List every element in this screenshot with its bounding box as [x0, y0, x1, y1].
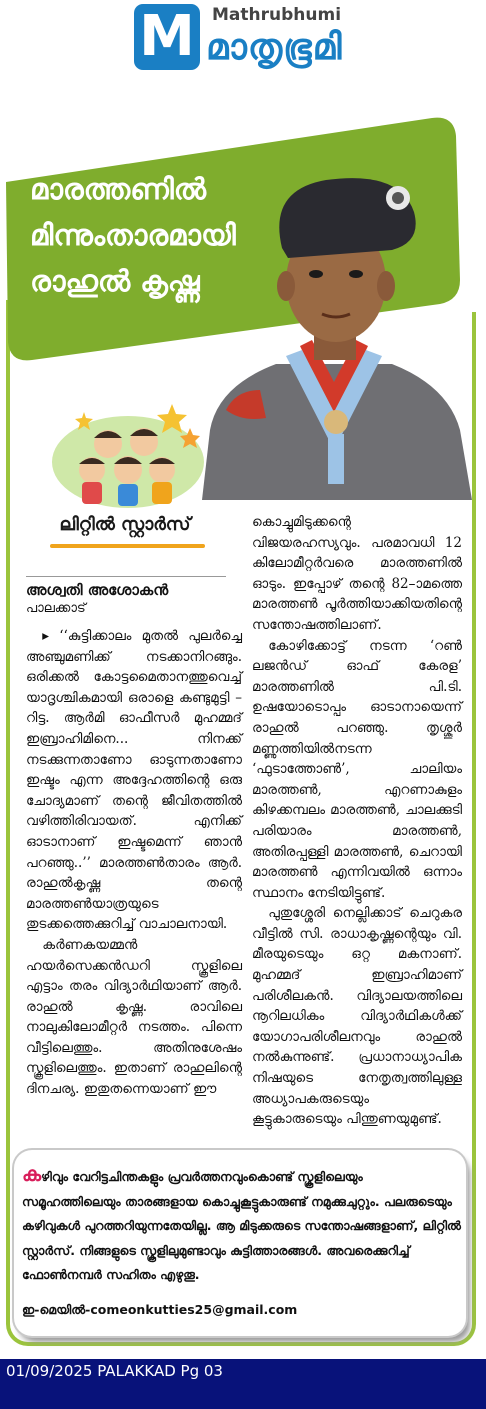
article-paragraph: പുതുശ്ശേരി നെല്ലിക്കാട് ചെറുകര വീട്ടിൽ സി. രാധാകൃഷ്ണന്റെയും വി. മീരയുടെയും ഒറ്റ മകനാണ്. മുഹമ്മദ് ഇബ്രാഹിമാണ് പരിശീലകൻ. വിദ്യാലയത്തിലെ നൂറിലധികം വിദ്യാർഥികൾക്ക് യോഗാപരിശീലനവും രാഹുൽ നൽകുന്നുണ്ട്. പ്രധാനാധ്യാപിക നിഷയുടെ നേതൃത്വത്തിലുള്ള അധ്യാപകരുടെയും കൂട്ടുകാരുടെയും പിന്തുണയുമുണ്ട്.	[252, 905, 462, 1128]
article-paragraph: ▸ ‘‘കുട്ടിക്കാലം മുതൽ പുലർച്ചെ അഞ്ചുമണിക്ക് നടക്കാനിറങ്ങും. ഒരിക്കൽ കോട്ടമൈതാനത്തുവെച്ച് യാദൃശ്ചികമായി ഒരാളെ കണ്ടുമുട്ടി –റിട്ട. ആർമി ഓഫീസർ മുഹമ്മദ് ഇബ്രാഹിമിനെ... നിനക്ക് നടക്കുന്നതാണോ ഓടുന്നതാണോ ഇഷ്ടം എന്ന അദ്ദേഹത്തിന്റെ ഒരു ചോദ്യമാണ് തന്റെ ജീവിതത്തിൽ വഴിത്തിരിവായത്. എനിക്ക് ഓടാനാണ് ഇഷ്ടമെന്ന് ഞാൻ പറഞ്ഞു..’’ മാരത്തൺതാരം ആർ. രാഹുൽകൃഷ്ണ തന്റെ മാരത്തൺയാത്രയുടെ തുടക്കത്തെക്കുറിച്ച് വാചാലനായി.	[26, 628, 242, 933]
article-column-1	[26, 626, 242, 1100]
article-column-2	[252, 512, 462, 1130]
footer-drop-letter: ക	[22, 1162, 42, 1186]
article-paragraph: കോഴിക്കോട്ട് നടന്ന ‘റൺ ലജൻഡ് ഓഫ് കേരള’ മാരത്തണിൽ പി.ടി. ഉഷയോടൊപ്പം ഓടാനായെന്ന് രാഹുൽ പറഞ്ഞു. തൃശ്ശൂർ മണ്ണുത്തിയിൽനടന്ന ‘ഫുടാത്തോൺ’, ചാലിയം മാരത്തൺ, എറണാകുളം കിഴക്കമ്പലം മാരത്തൺ, ചാലക്കുടി പരിയാരം മാരത്തൺ, അതിരപ്പള്ളി മാരത്തൺ, ചെറായി മാരത്തൺ എന്നിവയിൽ ഒന്നാം സ്ഥാനം നേടിയിട്ടുണ്ട്.	[252, 637, 462, 901]
footer-callout-text: കഴിവും വേറിട്ടചിന്തകളും പ്രവർത്തനവുംകൊണ്ട് സ്കൂളിലെയും സമൂഹത്തിലെയും താരങ്ങളായ കൊച്ചുകൂട്ടുകാരുണ്ട് നമുക്കുചുറ്റും. പലരുടെയും കഴിവുകൾ പുറത്തറിയുന്നതേയില്ല. ആ മിടുക്കരുടെ സന്തോഷങ്ങളാണ്, ലിറ്റിൽ സ്റ്റാർസ്. നിങ്ങളുടെ സ്കൂളിലുമുണ്ടാവും കുട്ടിത്താരങ്ങൾ. അവരെക്കുറിച്ച് ഫോൺനമ്പർ സഹിതം എഴുതൂ.	[22, 1162, 461, 1282]
headline-line-1: മാരത്തണിൽ	[30, 172, 207, 206]
headline-line-3: രാഹുൽ കൃഷ്ണ	[30, 264, 200, 298]
article-paragraph: കർണകയമ്മൻ ഹയർസെക്കൻഡറി സ്കൂളിലെ എട്ടാം തരം വിദ്യാർഥിയാണ് ആർ. രാഹുൽ കൃഷ്ണ. രാവിലെ നാലുകിലോമീറ്റർ നടത്തം. പിന്നെ വീട്ടിലെത്തും. അതിനുശേഷം സ്കൂളിലെത്തും. ഇതാണ് രാഹുലിന്റെ ദിനചര്യ. ഇതുതന്നെയാണ് ഈ	[26, 936, 242, 1098]
rahul-krishna-photo	[196, 150, 472, 500]
masthead	[0, 0, 486, 80]
article-paragraph: കൊച്ചുമിടുക്കന്റെ വിജയരഹസ്യവും. പരമാവധി 12 കിലോമീറ്റർവരെ മാരത്തണിൽ ഓടും. ഇപ്പോഴ് തന്റെ 82–ാമത്തെ മാരത്തൺ പൂർത്തിയാക്കിയതിന്റെ സന്തോഷത്തിലാണ്.	[252, 514, 462, 633]
little-stars-illustration	[48, 398, 208, 510]
mathrubhumi-logo: M	[134, 4, 200, 70]
edition-label: 01/09/2025 PALAKKAD Pg 03	[6, 1362, 223, 1380]
headline-line-2: മിന്നുംതാരമായി	[30, 218, 236, 252]
bullet-arrow-icon: ▸	[42, 628, 60, 644]
byline-rule	[26, 576, 226, 577]
footer-email: ഇ-മെയിൽ-comeonkutties25@gmail.com	[22, 1302, 298, 1317]
little-stars-title: ലിറ്റിൽ സ്റ്റാർസ്	[59, 514, 191, 535]
byline-place: പാലക്കാട്	[26, 601, 86, 616]
byline-author: അശ്വതി അശോകൻ	[26, 581, 169, 599]
brand-name-english: Mathrubhumi	[212, 5, 342, 25]
brand-name-malayalam: മാതൃഭൂമി	[206, 27, 343, 68]
little-stars-underline	[50, 544, 205, 548]
